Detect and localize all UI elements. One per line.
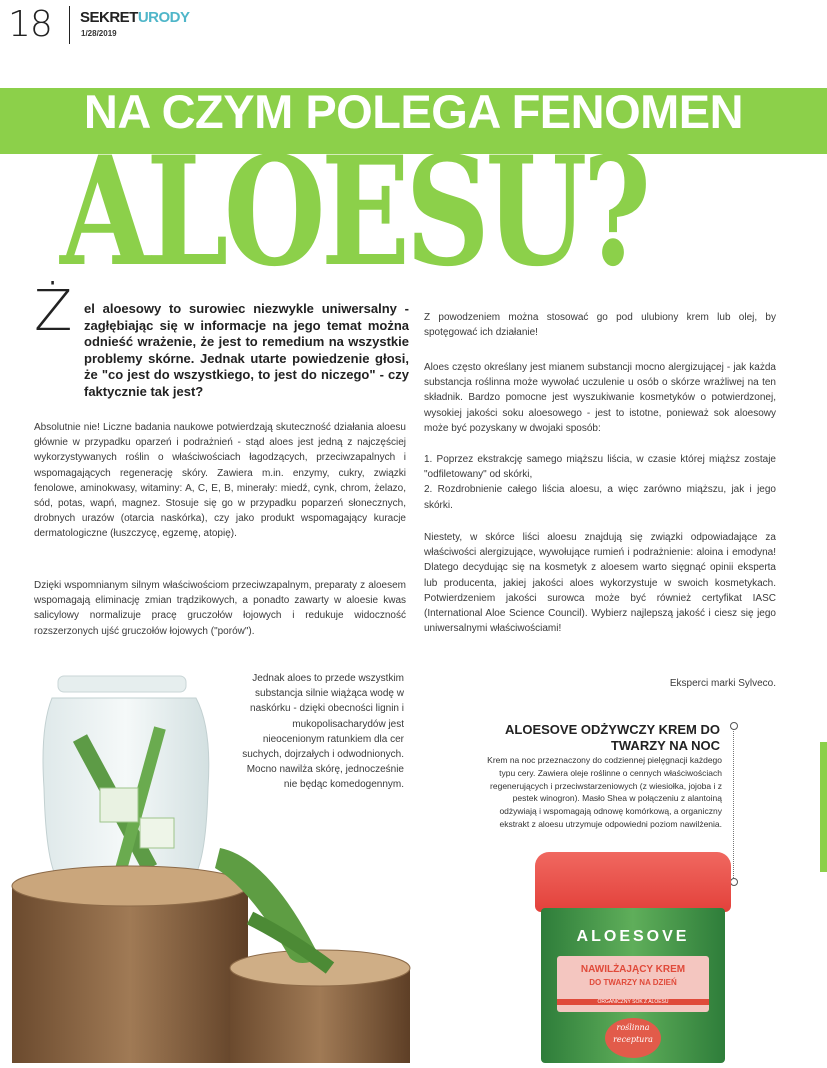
- jar-line1: NAWILŻAJĄCY KREM: [580, 964, 686, 975]
- side-tab: [820, 742, 827, 872]
- body-paragraph-4: Aloes często określany jest mianem substancji mocno alergizującej - jak każda substancja roślinna może wywołać uczulenie u osób o skórze wrażliwej na ten składnik. Bardzo pomocne jest wyszukiwanie kosmetyków o potwierdzonej, wysokiej jakości soku aloesowego - jest to istotne, ponieważ sok aloesowy może być pozyskany w dwojaki sposób:: [424, 362, 776, 434]
- headline-line1: NA CZYM POLEGA FENOMEN: [83, 85, 744, 138]
- headline-line2: ALOESU?: [60, 124, 647, 300]
- list-item: 1. Poprzez ekstrakcję samego miąższu liścia, w czasie której miąższ zostaje "odfiletowany" od skórki,: [424, 454, 776, 481]
- lead-paragraph: el aloesowy to surowiec niezwykle uniwersalny - zagłębiając się w informacje na jego temat można odnieść wrażenie, że jest to remedium na wszystkie problemy skórne. Jednak utarte powiedzenie głosi, że "co jest do wszystkiego, to jest do niczego" - czy faktycznie tak jest?: [84, 301, 409, 399]
- page-number: 18: [8, 4, 52, 45]
- product-title: ALOESOVE ODŻYWCZY KREM DO TWARZY NA NOC: [505, 722, 720, 753]
- jar-line2: DO TWARZY NA DZIEŃ: [589, 978, 677, 987]
- body-paragraph-1: Absolutnie nie! Liczne badania naukowe potwierdzają skuteczność działania aloesu głównie w przypadku oparzeń i podrażnień - stąd aloes jest jedną z najczęściej wykorzystywanych roślin o właściwościach łagodzących, przeciwzapalnych i wspomagających regenerację skóry. Zawiera m.in. enzymy, cukry, związki fenolowe, aminokwasy, witaminy: A, C, E, B, minerały: miedź, cynk, chrom, żelazo, sód, potas, wapń, magnez. Stosuje się go w przypadku poparzeń słonecznych, drobnych urazów (otarcia naskórka), czy jako produkt wspomagający kuracje dermatologiczne (łuszczycę, egzemę, atopię).: [34, 422, 406, 540]
- jar-lid: [535, 852, 731, 912]
- body-paragraph-5: Niestety, w skórce liści aloesu znajdują się związki odpowiadające za właściwości alergizujące, wywołujące rumień i podrażnienie: aloina i emodyna! Dlatego decydując się na kosmetyk z aloesem warto sięgnąć opinii eksperta lub producenta, jakiej jakości aloes wykorzystuje w swoich kosmetykach. Potwierdzeniem jakości surowca może być również certyfikat IASC (International Aloe Science Council). Wybierz najlepszą jakość i ciesz się jego uniwersalnymi właściwościami!: [424, 532, 776, 635]
- product-description: Krem na noc przeznaczony do codziennej pielęgnacji każdego typu cery. Zawiera oleje roślinne o cennych właściwościach regenerujących i przeciwstarzeniowych (z wiesiołka, jojoba i z pestek winogron). Masło Shea w połączeniu z alantoiną odżywiają i wspomagają odnowę komórkową, a organiczny ekstrakt z aloesu utrzymuje odpowiedni poziom nawilżenia.: [487, 755, 722, 829]
- jar-line3: ORGANICZNY SOK Z ALOESU: [557, 999, 709, 1005]
- divider-dot-top: [730, 722, 738, 730]
- jar-brand: ALOESOVE: [576, 928, 690, 945]
- aside-paragraph: Jednak aloes to przede wszystkim substancja silnie wiążąca wodę w naskórku - dzięki obecności lignin i mukopolisacharydów jest nieocenionym ratunkiem dla cer suchych, dojrzałych i odwodnionych. Mocno nawilża skórę, jednocześnie nie będąc komedogennym.: [242, 673, 404, 791]
- magazine-logo-part1: SEKRET: [80, 9, 138, 26]
- divider-dot-bottom: [730, 878, 738, 886]
- body-paragraph-3: Z powodzeniem można stosować go pod ulubiony krem lub olej, by spotęgować ich działanie!: [424, 312, 776, 339]
- list-item: 2. Rozdrobnienie całego liścia aloesu, a więc zarówno miąższu, jak i jego skórki.: [424, 484, 776, 511]
- product-box-divider: [733, 726, 735, 882]
- magazine-logo: [80, 9, 190, 26]
- body-paragraph-2: Dzięki wspomnianym silnym właściwościom przeciwzapalnym, preparaty z aloesem wspomagają eliminację zmian trądzikowych, a ponadto zawarty w aloesie kwas salicylowy normalizuje pracę gruczołów łojowych i redukuje widoczność rozszerzonych ujść gruczołów łojowych ("porów").: [34, 580, 406, 637]
- header-divider: [69, 6, 70, 44]
- drop-cap: Ż: [34, 279, 73, 344]
- magazine-logo-part2: URODY: [137, 9, 190, 26]
- signature: Eksperci marki Sylveco.: [669, 678, 776, 689]
- method-list: [424, 452, 776, 513]
- product-jar: [535, 852, 731, 1063]
- jar-badge: roślinna receptura: [605, 1018, 661, 1058]
- issue-number: 1/28/2019: [81, 29, 117, 38]
